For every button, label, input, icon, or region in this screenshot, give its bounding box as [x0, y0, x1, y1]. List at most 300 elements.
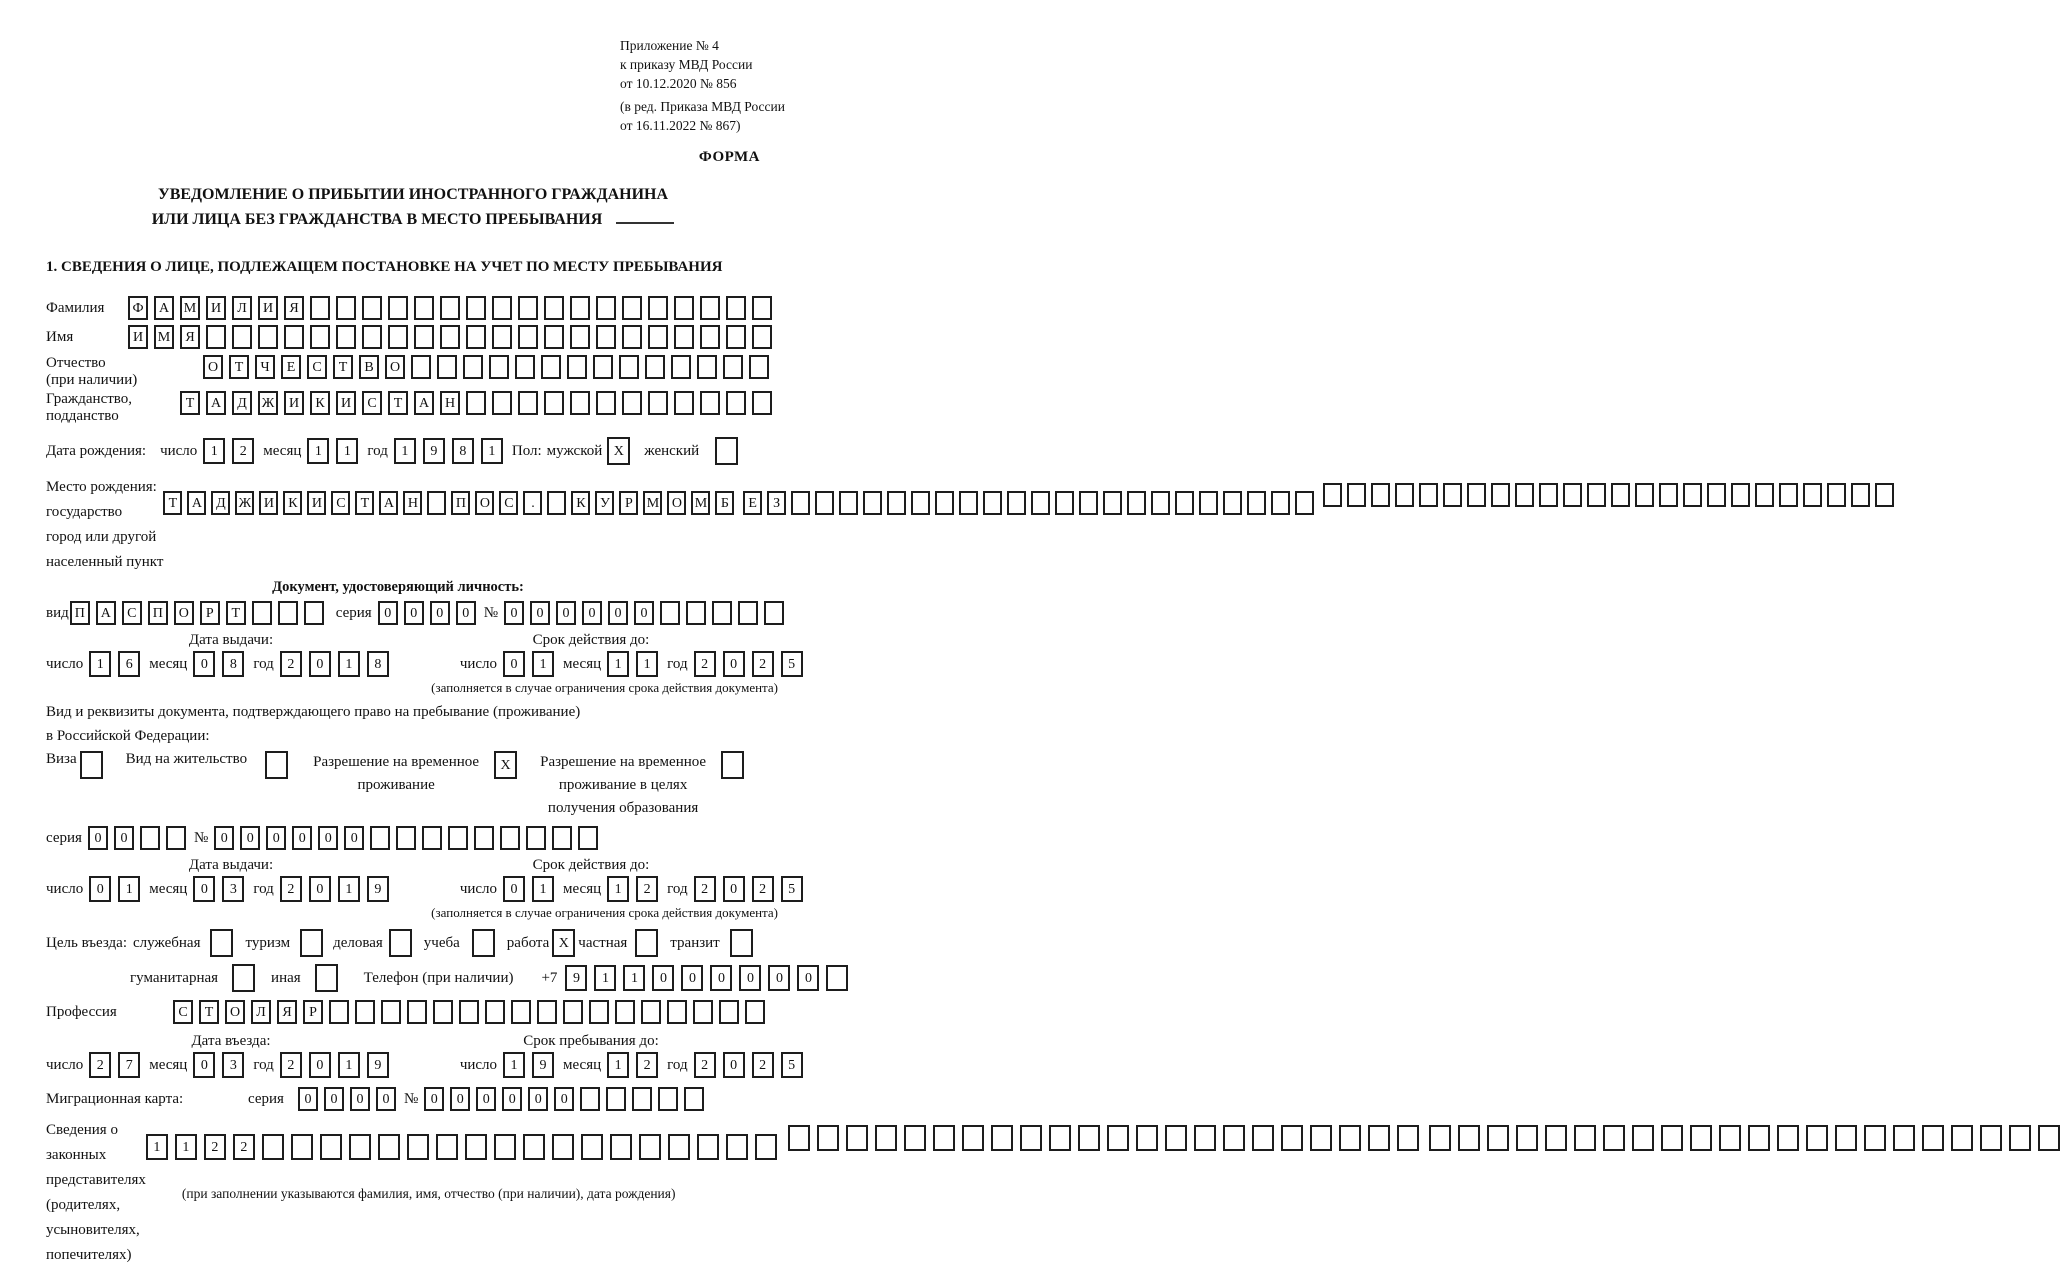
- series-label: серия: [46, 829, 82, 846]
- char-box: Т: [199, 1000, 219, 1024]
- char-box: [544, 391, 564, 415]
- identity-doc-date-headings: [46, 632, 790, 649]
- char-box: Т: [180, 391, 200, 415]
- char-box: 1: [307, 438, 329, 464]
- char-box: 1: [623, 965, 645, 991]
- char-box: К: [571, 491, 590, 515]
- char-box: [466, 391, 486, 415]
- char-box: [962, 1125, 984, 1151]
- visa-label: Виза: [46, 751, 77, 767]
- char-box: [1491, 483, 1510, 507]
- char-box: [547, 491, 566, 515]
- char-box: 9: [565, 965, 587, 991]
- char-box: [1659, 483, 1678, 507]
- char-box: [887, 491, 906, 515]
- char-box: [752, 391, 772, 415]
- title-underline: [616, 210, 674, 224]
- char-box: 0: [723, 1052, 745, 1078]
- birth-place-row3: [1323, 483, 1899, 507]
- char-box: [500, 826, 520, 850]
- issue-month-boxes: [193, 876, 251, 902]
- number-label: №: [193, 829, 209, 846]
- char-box: [1458, 1125, 1480, 1151]
- char-box: [693, 1000, 713, 1024]
- char-box: 0: [88, 826, 108, 850]
- char-box: 1: [636, 651, 658, 677]
- char-box: [304, 601, 324, 625]
- char-box: 0: [344, 826, 364, 850]
- residence-doc-dates: [46, 876, 796, 902]
- char-box: 2: [89, 1052, 111, 1078]
- name-boxes: [128, 325, 778, 349]
- char-box: [726, 1134, 748, 1160]
- char-box: [668, 1134, 690, 1160]
- char-box: [474, 826, 494, 850]
- char-box: [1748, 1125, 1770, 1151]
- char-box: 1: [503, 1052, 525, 1078]
- char-box: С: [331, 491, 350, 515]
- char-box: [362, 325, 382, 349]
- char-box: [639, 1134, 661, 1160]
- char-box: [1136, 1125, 1158, 1151]
- char-box: Е: [743, 491, 762, 515]
- char-box: [1078, 1125, 1100, 1151]
- char-box: [465, 1134, 487, 1160]
- issue-day-boxes: [89, 876, 147, 902]
- char-box: [846, 1125, 868, 1151]
- char-box: [697, 1134, 719, 1160]
- char-box: [1806, 1125, 1828, 1151]
- char-box: [1777, 1125, 1799, 1151]
- temp-residence-checkbox: [494, 751, 517, 779]
- purpose-official-checkbox: [210, 929, 233, 957]
- char-box: [1851, 483, 1870, 507]
- char-box: О: [385, 355, 405, 379]
- series-label: серия: [248, 1090, 284, 1107]
- char-box: [537, 1000, 557, 1024]
- char-box: [645, 355, 665, 379]
- entry-year-boxes: [280, 1052, 396, 1078]
- purpose-official-label: служебная: [132, 934, 201, 951]
- char-box: 5: [781, 1052, 803, 1078]
- sex-male-checkbox: [607, 437, 630, 465]
- patronymic-label: Отчество (при наличии): [46, 355, 138, 388]
- char-box: 2: [280, 651, 302, 677]
- char-box: [1419, 483, 1438, 507]
- entry-date-headings: [46, 1033, 790, 1050]
- char-box: И: [307, 491, 326, 515]
- char-box: [1632, 1125, 1654, 1151]
- patronymic-boxes: [203, 355, 775, 379]
- char-box: [1587, 483, 1606, 507]
- char-box: 0: [504, 601, 524, 625]
- char-box: [489, 355, 509, 379]
- char-box: [422, 826, 442, 850]
- char-box: [1545, 1125, 1567, 1151]
- birth-month-boxes: [307, 438, 365, 464]
- char-box: [1661, 1125, 1683, 1151]
- char-box: [523, 1134, 545, 1160]
- char-box: 5: [781, 876, 803, 902]
- char-box: [472, 929, 495, 957]
- char-box: 0: [723, 651, 745, 677]
- char-box: [1223, 491, 1242, 515]
- char-box: [1323, 483, 1342, 507]
- char-box: [1103, 491, 1122, 515]
- char-box: [414, 296, 434, 320]
- char-box: Р: [303, 1000, 323, 1024]
- char-box: [1371, 483, 1390, 507]
- char-box: [1864, 1125, 1886, 1151]
- char-box: [466, 325, 486, 349]
- char-box: Б: [715, 491, 734, 515]
- char-box: 0: [768, 965, 790, 991]
- char-box: М: [154, 325, 174, 349]
- char-box: [671, 355, 691, 379]
- char-box: [291, 1134, 313, 1160]
- char-box: [875, 1125, 897, 1151]
- char-box: 1: [594, 965, 616, 991]
- char-box: [544, 296, 564, 320]
- identity-valid-date: число 0 1 месяц 1 1 год 2 0 2 5: [458, 651, 810, 677]
- name-label: Имя: [46, 328, 74, 345]
- profession-label: Профессия: [46, 1003, 117, 1020]
- char-box: 0: [430, 601, 450, 625]
- char-box: [723, 355, 743, 379]
- char-box: 0: [556, 601, 576, 625]
- char-box: 3: [222, 1052, 244, 1078]
- purpose-business-checkbox: [389, 929, 412, 957]
- char-box: [381, 1000, 401, 1024]
- validity-note: (заполняется в случае ограничения срока действия документа): [431, 905, 778, 920]
- char-box: X: [494, 751, 517, 779]
- char-box: [1295, 491, 1314, 515]
- birth-place-label: Место рождения: государство город или другой населенный пункт: [46, 479, 164, 570]
- char-box: [1397, 1125, 1419, 1151]
- char-box: У: [595, 491, 614, 515]
- char-box: 0: [89, 876, 111, 902]
- char-box: [715, 437, 738, 465]
- char-box: 2: [204, 1134, 226, 1160]
- char-box: 0: [266, 826, 286, 850]
- sex-female-checkbox: [715, 437, 738, 465]
- char-box: [589, 1000, 609, 1024]
- char-box: X: [607, 437, 630, 465]
- char-box: Т: [388, 391, 408, 415]
- char-box: [1875, 483, 1894, 507]
- char-box: [1563, 483, 1582, 507]
- field-birth-place: [46, 475, 790, 575]
- char-box: [684, 1087, 704, 1111]
- valid-month-boxes: [607, 876, 665, 902]
- char-box: [1827, 483, 1846, 507]
- char-box: [541, 355, 561, 379]
- char-box: [1281, 1125, 1303, 1151]
- char-box: [265, 751, 288, 779]
- char-box: [414, 325, 434, 349]
- char-box: [300, 929, 323, 957]
- valid-year-boxes: [694, 651, 810, 677]
- char-box: [388, 325, 408, 349]
- char-box: К: [310, 391, 330, 415]
- char-box: М: [691, 491, 710, 515]
- temp-residence-education-label: Разрешение на временное проживание в целях получения образования: [540, 754, 707, 816]
- char-box: X: [552, 929, 575, 957]
- sex-female-label: женский: [644, 442, 700, 459]
- purpose-study-checkbox: [472, 929, 495, 957]
- residence-issue-date: число 0 1 месяц 0 3 год 2 0 1 9: [46, 876, 396, 902]
- char-box: 0: [298, 1087, 318, 1111]
- char-box: [1922, 1125, 1944, 1151]
- header-line: от 16.11.2022 № 867): [620, 118, 741, 133]
- char-box: Е: [281, 355, 301, 379]
- char-box: [700, 296, 720, 320]
- char-box: [1893, 1125, 1915, 1151]
- char-box: А: [379, 491, 398, 515]
- char-box: [935, 491, 954, 515]
- char-box: [606, 1087, 626, 1111]
- char-box: [933, 1125, 955, 1151]
- stay-year-boxes: [694, 1052, 810, 1078]
- residence-permit-label: Вид на жительство: [125, 751, 248, 767]
- char-box: [1271, 491, 1290, 515]
- char-box: [1339, 1125, 1361, 1151]
- char-box: [826, 965, 848, 991]
- field-birth-date: [46, 437, 790, 465]
- char-box: [262, 1134, 284, 1160]
- residence-doc-intro1: Вид и реквизиты документа, подтверждающего право на пребывание (проживание): [46, 704, 581, 720]
- char-box: 0: [681, 965, 703, 991]
- char-box: А: [206, 391, 226, 415]
- char-box: [570, 325, 590, 349]
- char-box: [1467, 483, 1486, 507]
- char-box: [567, 355, 587, 379]
- char-box: [1690, 1125, 1712, 1151]
- char-box: [752, 325, 772, 349]
- char-box: 1: [203, 438, 225, 464]
- entry-day-boxes: [89, 1052, 147, 1078]
- surname-boxes: [128, 296, 778, 320]
- char-box: [1199, 491, 1218, 515]
- char-box: Н: [440, 391, 460, 415]
- char-box: Р: [200, 601, 220, 625]
- char-box: [697, 355, 717, 379]
- char-box: [1515, 483, 1534, 507]
- entry-date-group: число 2 7 месяц 0 3 год 2 0 1 9: [46, 1052, 396, 1078]
- char-box: [570, 296, 590, 320]
- form-title-line1: УВЕДОМЛЕНИЕ О ПРИБЫТИИ ИНОСТРАННОГО ГРАЖДАНИНА: [157, 186, 669, 203]
- char-box: [570, 391, 590, 415]
- char-box: 0: [450, 1087, 470, 1111]
- char-box: С: [307, 355, 327, 379]
- char-box: [1079, 491, 1098, 515]
- birth-place-row2: [743, 491, 1319, 515]
- char-box: 2: [232, 438, 254, 464]
- number-label: №: [403, 1090, 419, 1107]
- valid-year-boxes: [694, 876, 810, 902]
- header-line: от 10.12.2020 № 856: [620, 76, 737, 91]
- header-line: Приложение № 4: [620, 38, 719, 53]
- char-box: 1: [338, 651, 360, 677]
- char-box: [315, 964, 338, 992]
- char-box: [1951, 1125, 1973, 1151]
- char-box: [80, 751, 103, 779]
- document-header: [620, 36, 790, 135]
- valid-until-heading: Срок действия до:: [532, 632, 650, 648]
- entry-purpose-label: Цель въезда:: [46, 934, 127, 951]
- char-box: [1683, 483, 1702, 507]
- char-box: И: [128, 325, 148, 349]
- doc-number-boxes: [504, 601, 790, 625]
- char-box: [492, 296, 512, 320]
- char-box: [310, 296, 330, 320]
- char-box: Т: [355, 491, 374, 515]
- char-box: Д: [211, 491, 230, 515]
- char-box: [1707, 483, 1726, 507]
- residence-doc-series-row: [46, 826, 790, 850]
- char-box: А: [187, 491, 206, 515]
- char-box: Ж: [235, 491, 254, 515]
- char-box: 0: [214, 826, 234, 850]
- char-box: И: [206, 296, 226, 320]
- char-box: [1347, 483, 1366, 507]
- char-box: И: [259, 491, 278, 515]
- year-label: год: [367, 442, 388, 459]
- char-box: 0: [528, 1087, 548, 1111]
- birth-place-row1: [163, 491, 739, 515]
- char-box: [648, 391, 668, 415]
- char-box: [791, 491, 810, 515]
- char-box: Н: [403, 491, 422, 515]
- stay-until-heading: Срок пребывания до:: [523, 1033, 659, 1049]
- char-box: [641, 1000, 661, 1024]
- issue-year-boxes: [280, 876, 396, 902]
- char-box: [166, 826, 186, 850]
- char-box: Ч: [255, 355, 275, 379]
- char-box: [1731, 483, 1750, 507]
- char-box: И: [284, 391, 304, 415]
- purpose-tourism-checkbox: [300, 929, 323, 957]
- char-box: [719, 1000, 739, 1024]
- char-box: .: [523, 491, 542, 515]
- char-box: П: [148, 601, 168, 625]
- char-box: [1395, 483, 1414, 507]
- char-box: [596, 296, 616, 320]
- char-box: Ф: [128, 296, 148, 320]
- char-box: [440, 325, 460, 349]
- char-box: [1020, 1125, 1042, 1151]
- char-box: 1: [481, 438, 503, 464]
- char-box: [494, 1134, 516, 1160]
- char-box: [1055, 491, 1074, 515]
- char-box: [563, 1000, 583, 1024]
- char-box: [726, 391, 746, 415]
- char-box: [396, 826, 416, 850]
- char-box: И: [258, 296, 278, 320]
- char-box: [730, 929, 753, 957]
- char-box: 1: [338, 1052, 360, 1078]
- char-box: [959, 491, 978, 515]
- issue-month-boxes: [193, 651, 251, 677]
- purpose-work-checkbox: [552, 929, 575, 957]
- residence-series-boxes: [88, 826, 192, 850]
- char-box: [1127, 491, 1146, 515]
- entry-month-boxes: [193, 1052, 251, 1078]
- char-box: [459, 1000, 479, 1024]
- char-box: И: [336, 391, 356, 415]
- field-profession: [46, 1000, 790, 1024]
- char-box: 1: [336, 438, 358, 464]
- char-box: [660, 601, 680, 625]
- char-box: О: [475, 491, 494, 515]
- char-box: Т: [226, 601, 246, 625]
- char-box: 1: [607, 651, 629, 677]
- purpose-work-label: работа: [506, 934, 550, 951]
- representatives-row1: [146, 1134, 784, 1160]
- char-box: [278, 601, 298, 625]
- char-box: 0: [378, 601, 398, 625]
- char-box: [232, 325, 252, 349]
- char-box: [1107, 1125, 1129, 1151]
- char-box: [320, 1134, 342, 1160]
- migration-series-boxes: [298, 1087, 402, 1111]
- char-box: [210, 929, 233, 957]
- char-box: [329, 1000, 349, 1024]
- char-box: [596, 325, 616, 349]
- char-box: Я: [277, 1000, 297, 1024]
- char-box: С: [362, 391, 382, 415]
- char-box: Я: [180, 325, 200, 349]
- purpose-study-label: учеба: [423, 934, 460, 951]
- month-label: месяц: [263, 442, 302, 459]
- char-box: 0: [502, 1087, 522, 1111]
- char-box: О: [667, 491, 686, 515]
- char-box: Т: [229, 355, 249, 379]
- char-box: 2: [280, 1052, 302, 1078]
- doc-kind-boxes: [70, 601, 330, 625]
- char-box: 1: [338, 876, 360, 902]
- char-box: [635, 929, 658, 957]
- char-box: [726, 325, 746, 349]
- char-box: [619, 355, 639, 379]
- char-box: [336, 325, 356, 349]
- char-box: [764, 601, 784, 625]
- stay-day-boxes: [503, 1052, 561, 1078]
- residence-permit-checkbox: [265, 751, 288, 779]
- char-box: [407, 1134, 429, 1160]
- char-box: 1: [532, 876, 554, 902]
- char-box: [863, 491, 882, 515]
- entry-date-heading: Дата въезда:: [191, 1033, 271, 1049]
- char-box: 8: [367, 651, 389, 677]
- char-box: 0: [309, 876, 331, 902]
- char-box: 2: [636, 1052, 658, 1078]
- char-box: 2: [233, 1134, 255, 1160]
- citizenship-label: Гражданство, подданство: [46, 391, 133, 424]
- char-box: С: [122, 601, 142, 625]
- char-box: [667, 1000, 687, 1024]
- temp-residence-label: Разрешение на временное проживание: [313, 754, 480, 793]
- char-box: 0: [424, 1087, 444, 1111]
- char-box: [1223, 1125, 1245, 1151]
- char-box: А: [414, 391, 434, 415]
- char-box: К: [283, 491, 302, 515]
- char-box: [983, 491, 1002, 515]
- char-box: [1252, 1125, 1274, 1151]
- char-box: [2038, 1125, 2060, 1151]
- phone-boxes: [565, 965, 855, 991]
- birth-year-boxes: [394, 438, 510, 464]
